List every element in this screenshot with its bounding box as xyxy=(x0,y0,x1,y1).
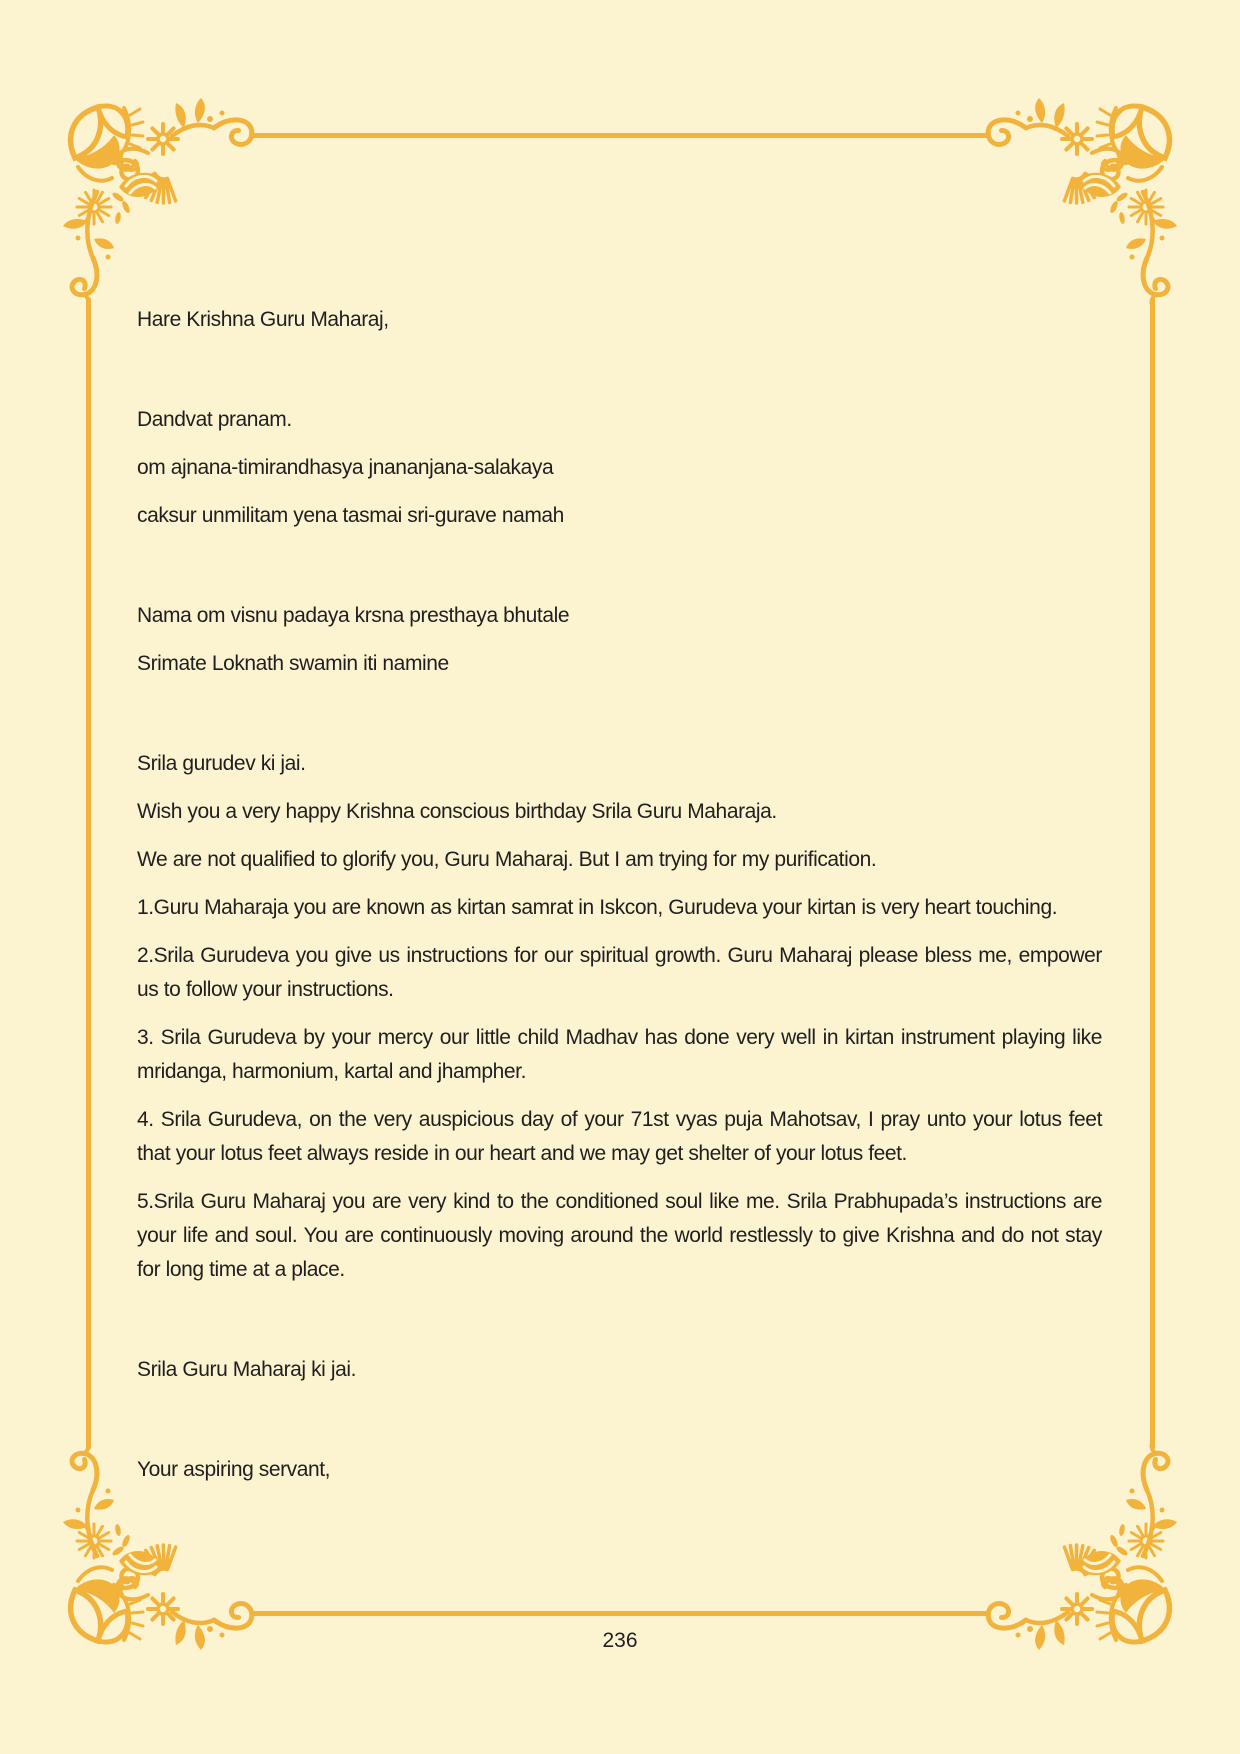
pranati-line-1: Nama om visnu padaya krsna presthaya bhutale xyxy=(137,604,570,627)
jai-line: Srila gurudev ki jai. xyxy=(137,752,306,775)
frame-line-top xyxy=(250,133,988,138)
closing-jai-line: Srila Guru Maharaj ki jai. xyxy=(137,1358,356,1381)
point-4: 4. Srila Gurudeva, on the very auspicious day of your 71st vyas puja Mahotsav, I pray unto your lotus feet that your lotus feet always reside in our heart and we may get shelter of your lotus feet. xyxy=(137,1108,1102,1165)
humility-line: We are not qualified to glorify you, Guru Maharaj. But I am trying for my purification. xyxy=(137,848,877,871)
signature-line: Your aspiring servant, xyxy=(137,1458,331,1481)
salutation-line: Hare Krishna Guru Maharaj, xyxy=(137,308,389,331)
point-2: 2.Srila Gurudeva you give us instructions for our spiritual growth. Guru Maharaj please bless me, empower us to follow your instructions. xyxy=(137,944,1102,1001)
page-number: 236 xyxy=(602,1629,638,1652)
letter-body xyxy=(137,303,1102,1501)
point-1: 1.Guru Maharaja you are known as kirtan samrat in Iskcon, Gurudeva your kirtan is very heart touching. xyxy=(137,896,1058,919)
frame-line-right xyxy=(1150,297,1155,1450)
frame-line-left xyxy=(86,297,91,1450)
frame-line-bottom xyxy=(250,1611,988,1616)
pranam-line: Dandvat pranam. xyxy=(137,408,292,431)
birthday-wish-line: Wish you a very happy Krishna conscious birthday Srila Guru Maharaja. xyxy=(137,800,777,823)
mantra-line-2: caksur unmilitam yena tasmai sri-gurave namah xyxy=(137,504,564,527)
pranati-line-2: Srimate Loknath swamin iti namine xyxy=(137,652,449,675)
mantra-line-1: om ajnana-timirandhasya jnananjana-salakaya xyxy=(137,456,554,479)
point-5: 5.Srila Guru Maharaj you are very kind to the conditioned soul like me. Srila Prabhupada’s instructions are your life and soul. You are continuously moving around the world restlessly to give Krishna and do not stay for long time at a place. xyxy=(137,1190,1102,1281)
point-3: 3. Srila Gurudeva by your mercy our little child Madhav has done very well in kirtan instrument playing like mridanga, harmonium, kartal and jhampher. xyxy=(137,1026,1102,1083)
